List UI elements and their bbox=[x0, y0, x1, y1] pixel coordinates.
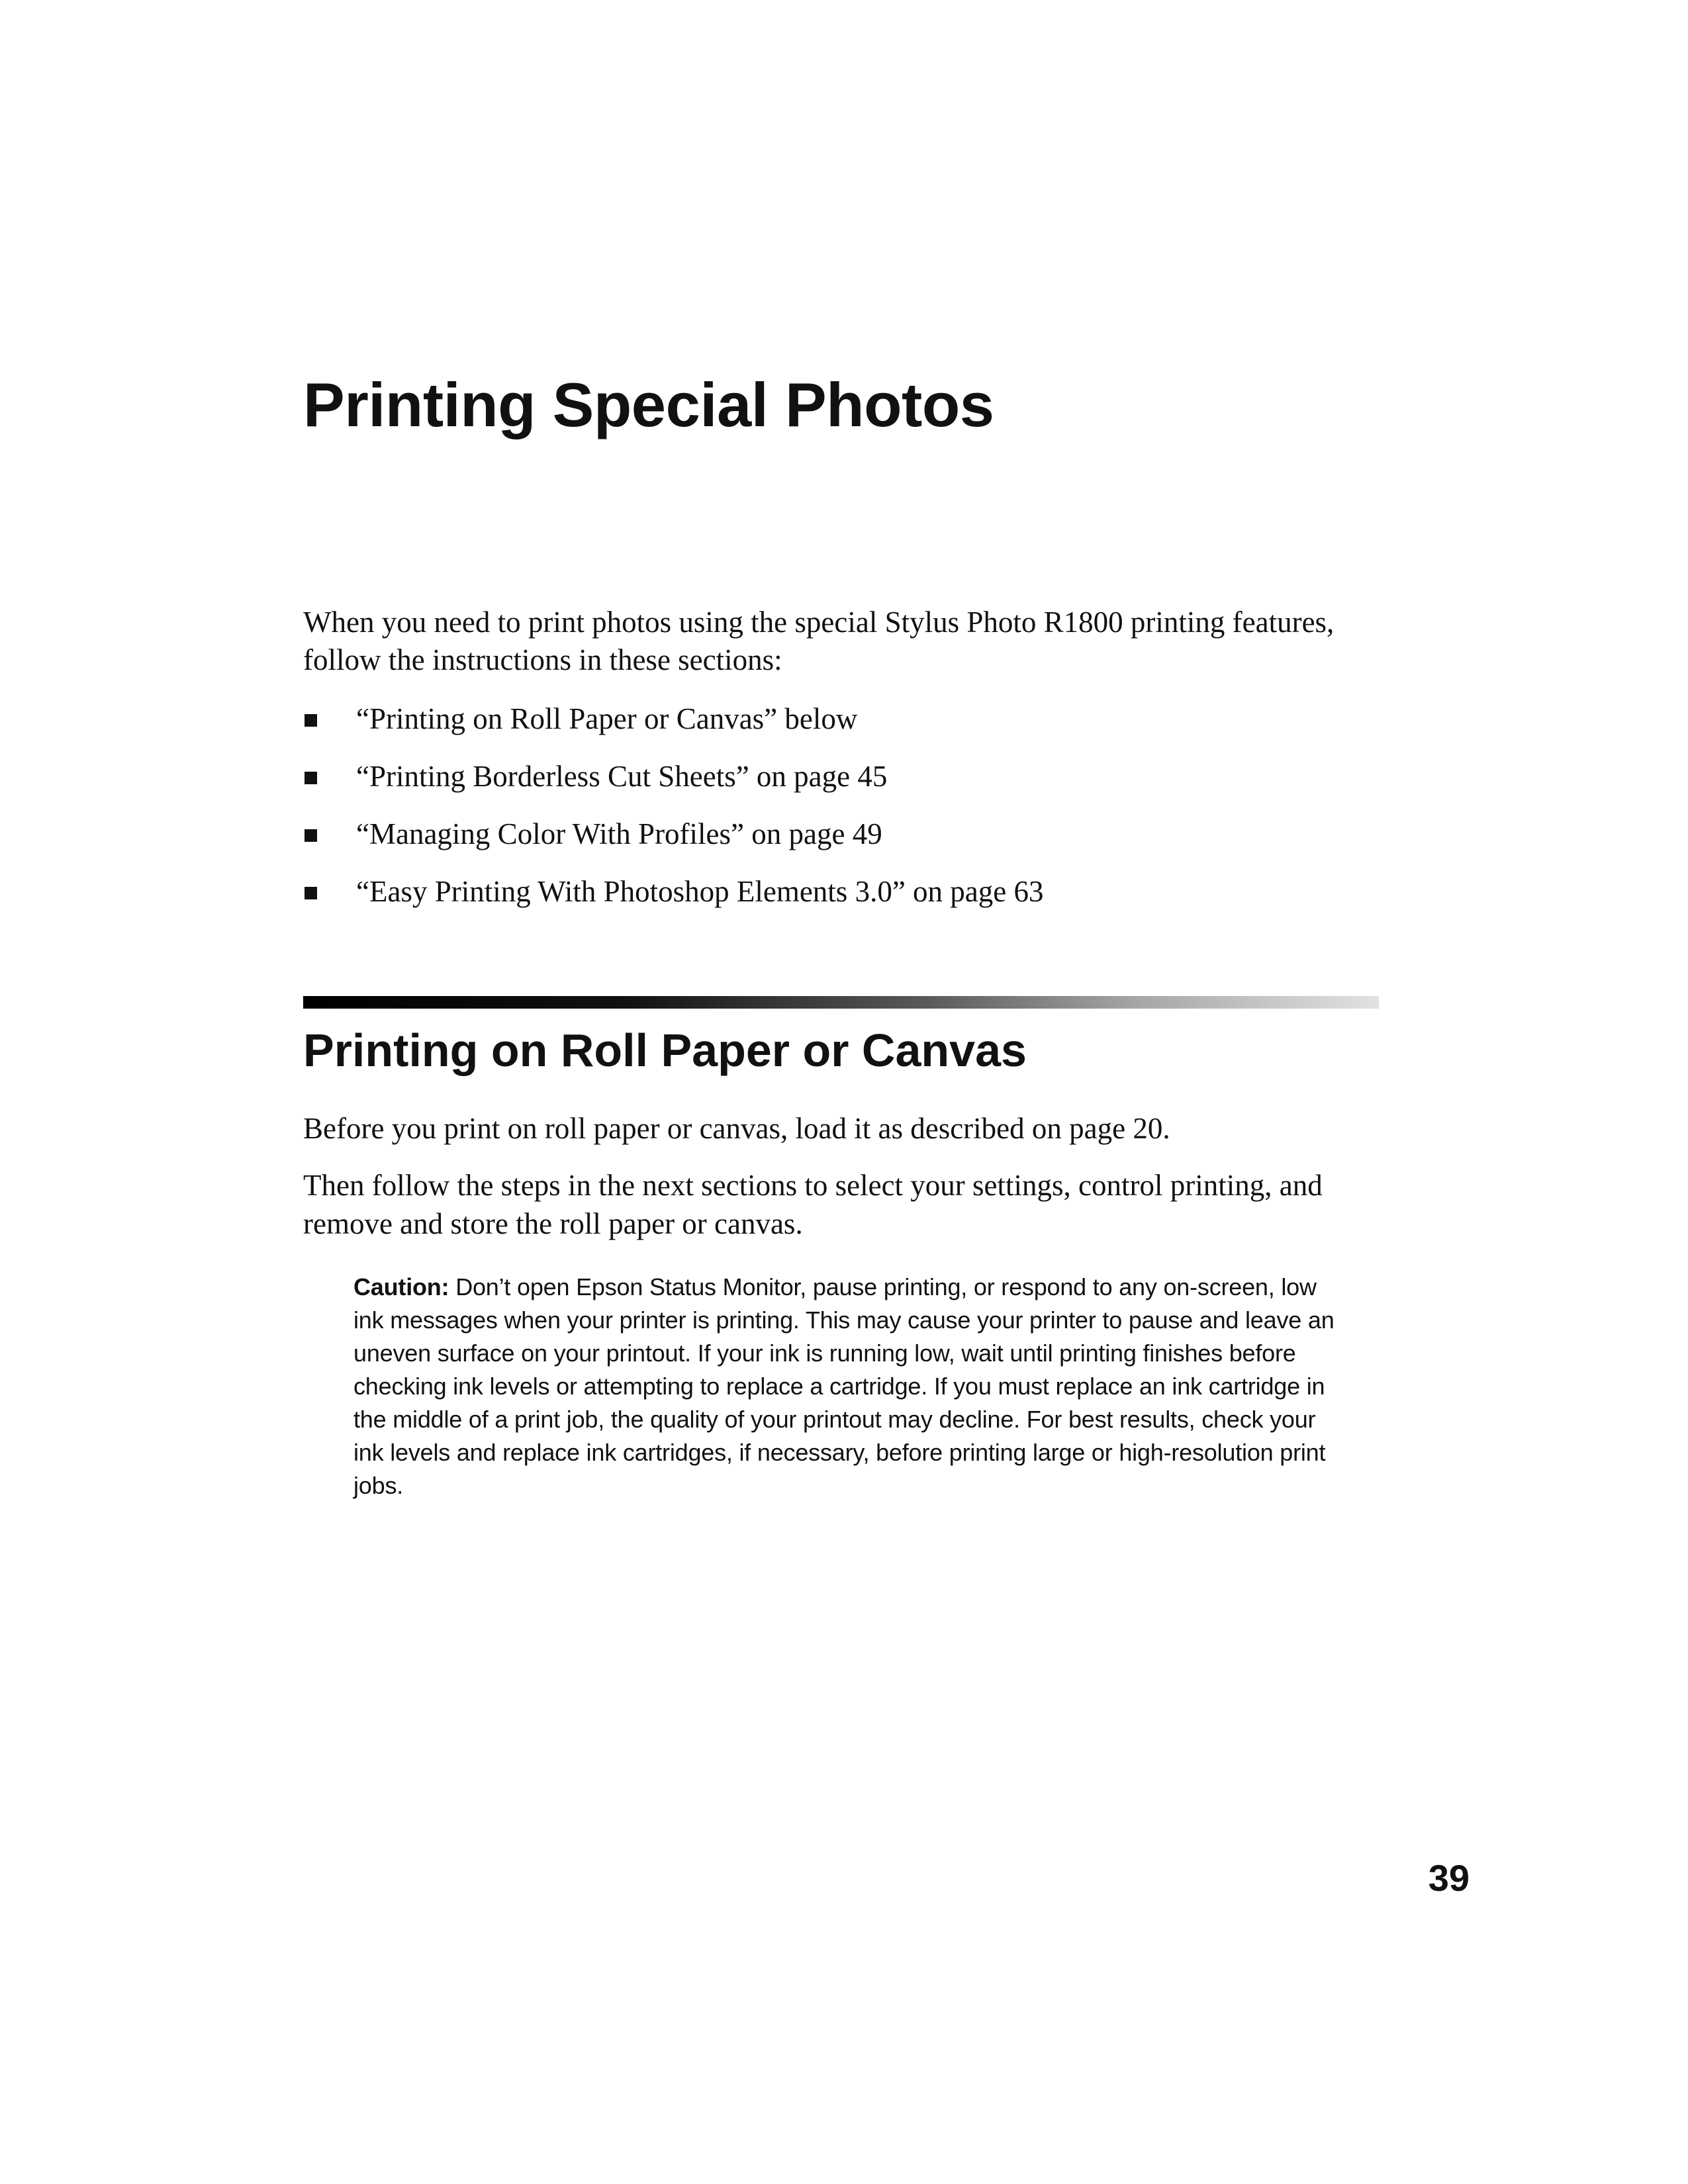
square-bullet-icon bbox=[305, 714, 317, 727]
page-number: 39 bbox=[1428, 1857, 1470, 1899]
section-link[interactable]: “Easy Printing With Photoshop Elements 3.0” on page 63 bbox=[356, 875, 1044, 908]
caution-label: Caution: bbox=[353, 1273, 449, 1300]
square-bullet-icon bbox=[305, 772, 317, 784]
section-link[interactable]: “Managing Color With Profiles” on page 49 bbox=[356, 817, 882, 850]
section-link[interactable]: “Printing on Roll Paper or Canvas” below bbox=[356, 702, 858, 735]
section-divider bbox=[303, 996, 1379, 1009]
section-link[interactable]: “Printing Borderless Cut Sheets” on page 45 bbox=[356, 760, 888, 793]
body-paragraph: Then follow the steps in the next sections to select your settings, control printing, and remove and store the roll paper or canvas. bbox=[303, 1169, 1323, 1240]
section-heading: Printing on Roll Paper or Canvas bbox=[303, 1024, 1027, 1076]
caution-text: Don’t open Epson Status Monitor, pause printing, or respond to any on-screen, low ink messages when your printer is printing. This may cause your printer to pause and leave an uneven surface on your printout. If your ink is running low, wait until printing finishes before checking ink levels or attempting to replace a cartridge. If you must replace an ink cartridge in the middle of a print job, the quality of your printout may decline. For best results, check your ink levels and replace ink cartridges, if necessary, before printing large or high-resolution print jobs. bbox=[353, 1273, 1335, 1499]
square-bullet-icon bbox=[305, 887, 317, 899]
square-bullet-icon bbox=[305, 829, 317, 842]
caution-note bbox=[353, 1271, 1346, 1502]
page-title: Printing Special Photos bbox=[303, 370, 994, 439]
body-paragraph: Before you print on roll paper or canvas, load it as described on page 20. bbox=[303, 1112, 1170, 1145]
intro-paragraph: When you need to print photos using the special Stylus Photo R1800 printing features, follow the instructions in these sections: bbox=[303, 606, 1335, 676]
